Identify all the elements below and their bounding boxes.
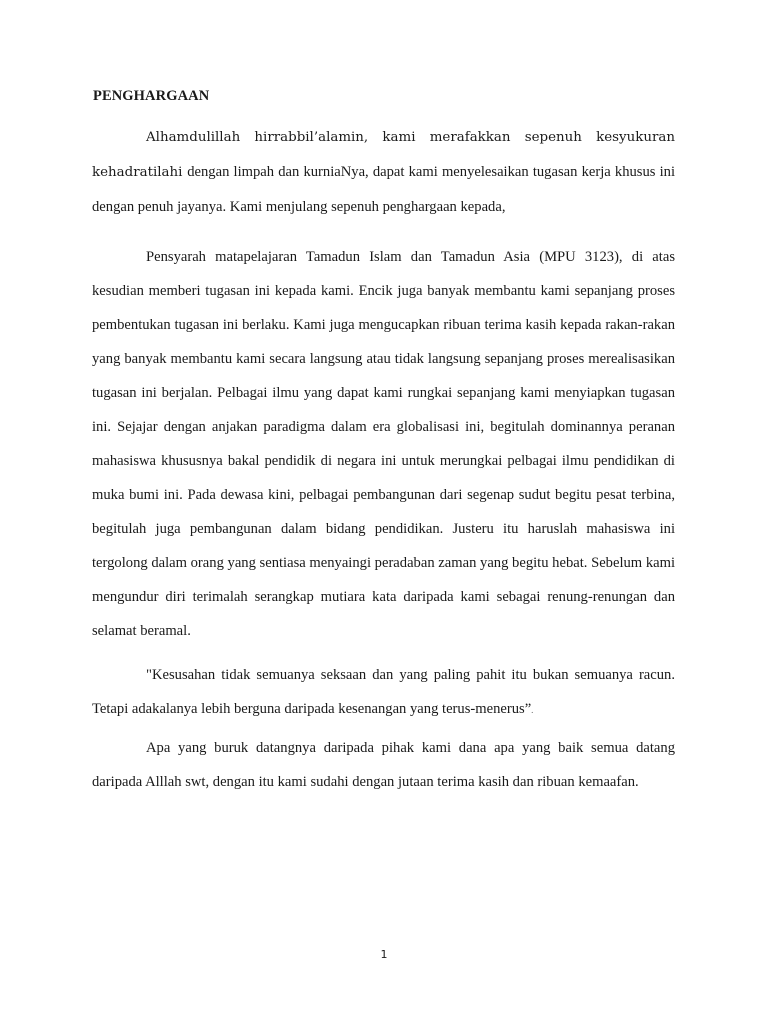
paragraph-quote bbox=[92, 658, 675, 727]
paragraph-rest-text: dengan limpah dan kurniaNya, dapat kami menyelesaikan tugasan kerja khusus ini dengan penuh jayanya. Kami menjulang sepenuh penghargaan kepada, bbox=[92, 164, 676, 215]
paragraph-acknowledgement-intro bbox=[92, 121, 675, 225]
paragraph-lead-text: Alhamdulillah hirrabbil’alamin, kami merafakkan sepenuh kesyukuran kehadratilahi bbox=[92, 130, 675, 180]
quote-end-mark: . bbox=[531, 705, 534, 715]
page-number: 1 bbox=[380, 948, 388, 961]
quote-text: "Kesusahan tidak semuanya seksaan dan yang paling pahit itu bukan semuanya racun. Tetapi adakalanya lebih berguna daripada kesenangan yang terus-menerus” bbox=[92, 667, 675, 717]
page-heading: PENGHARGAAN bbox=[93, 88, 210, 104]
paragraph-closing: Apa yang buruk datangnya daripada pihak kami dana apa yang baik semua datang daripada Alllah swt, dengan itu kami sudahi dengan jutaan terima kasih dan ribuan kemaafan. bbox=[92, 740, 675, 790]
paragraph-lecturer-thanks: Pensyarah matapelajaran Tamadun Islam dan Tamadun Asia (MPU 3123), di atas kesudian memberi tugasan ini kepada kami. Encik juga banyak membantu kami sepanjang proses pembentukan tugasan ini berlaku. Kami juga mengucapkan ribuan terima kasih kepada rakan-rakan yang banyak membantu kami secara langsung atau tidak langsung sepanjang proses merealisasikan tugasan ini berjalan. Pelbagai ilmu yang dapat kami rungkai sepanjang kami menyiapkan tugasan ini. Sejajar dengan anjakan paradigma dalam era globalisasi ini, begitulah dominannya peranan mahasiswa khususnya bakal pendidik di negara ini untuk merungkai pelbagai ilmu pendidikan di muka bumi ini. Pada dewasa kini, pelbagai pembangunan dari segenap sudut begitu pesat terbina, begitulah juga pembangunan dalam bidang pendidikan. Justeru itu haruslah mahasiswa ini tergolong dalam orang yang sentiasa menyaingi peradaban zaman yang begitu hebat. Sebelum kami mengundur diri terimalah serangkap mutiara kata daripada kami sebagai renung-renungan dan selamat beramal. bbox=[92, 249, 675, 639]
